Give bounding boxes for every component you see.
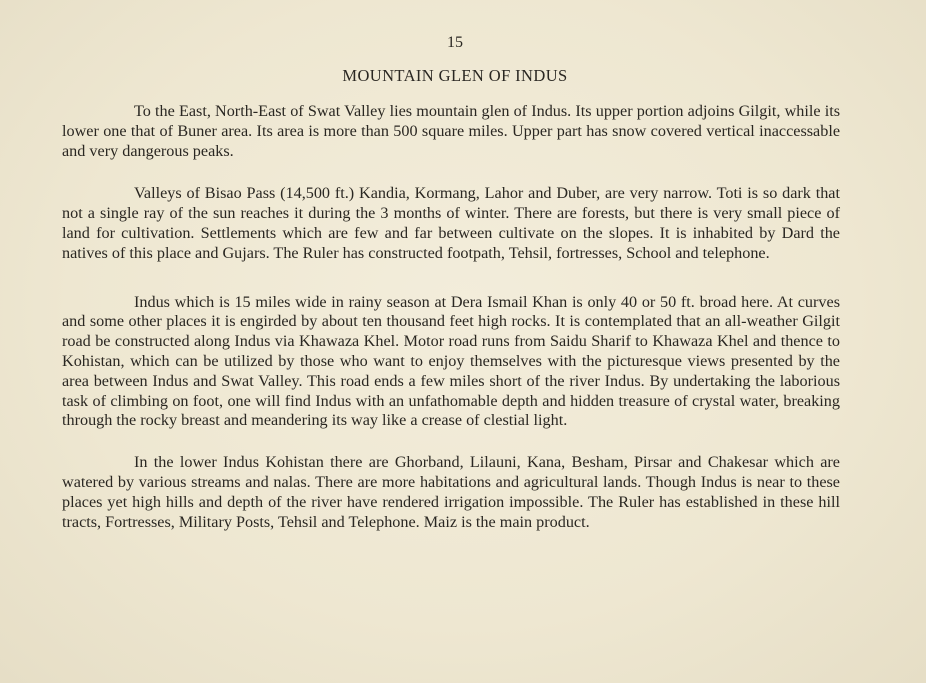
paragraph-swat-valley: To the East, North-East of Swat Valley lies mountain glen of Indus. Its upper portion adjoins Gilgit, while its lower one that of Buner area. Its area is more than 500 square miles. Upper part has snow covered vertical inaccessable and very dangerous peaks.	[62, 102, 840, 160]
page-number: 15	[447, 34, 463, 51]
body-text	[62, 102, 840, 555]
paragraph-indus-river: Indus which is 15 miles wide in rainy season at Dera Ismail Khan is only 40 or 50 ft. broad here. At curves and some other places it is engirded by about ten thousand feet high rocks. It is contemplated that an all-weather Gilgit road be constructed along Indus via Khawaza Khel. Motor road runs from Saidu Sharif to Khawaza Khel and thence to Kohistan, which can be utilized by those who want to enjoy themselves with the picturesque views presented by the area between Indus and Swat Valley. This road ends a few miles short of the river Indus. By undertaking the laborious task of climbing on foot, one will find Indus with an unfathomable depth and hidden treasure of crystal water, breaking through the rocky breast and meandering its way like a crease of clestial light.	[62, 292, 840, 430]
paragraph-valleys: Valleys of Bisao Pass (14,500 ft.) Kandia, Kormang, Lahor and Duber, are very narrow. Toti is so dark that not a single ray of the sun reaches it during the 3 months of winter. There are forests, but there is very small piece of land for cultivation. Settlements which are few and far between cultivate on the slopes. It is inhabited by Dard the natives of this place and Gujars. The Ruler has constructed footpath, Tehsil, fortresses, School and telephone.	[62, 184, 840, 262]
paragraph-lower-indus-kohistan: In the lower Indus Kohistan there are Ghorband, Lilauni, Kana, Besham, Pirsar and Chakesar which are watered by various streams and nalas. There are more habitations and agricultural lands. Though Indus is near to these places yet high hills and depth of the river have rendered irrigation impossible. The Ruler has established in these hill tracts, Fortresses, Military Posts, Tehsil and Telephone. Maiz is the main product.	[62, 453, 840, 531]
page-title: MOUNTAIN GLEN OF INDUS	[342, 66, 568, 85]
